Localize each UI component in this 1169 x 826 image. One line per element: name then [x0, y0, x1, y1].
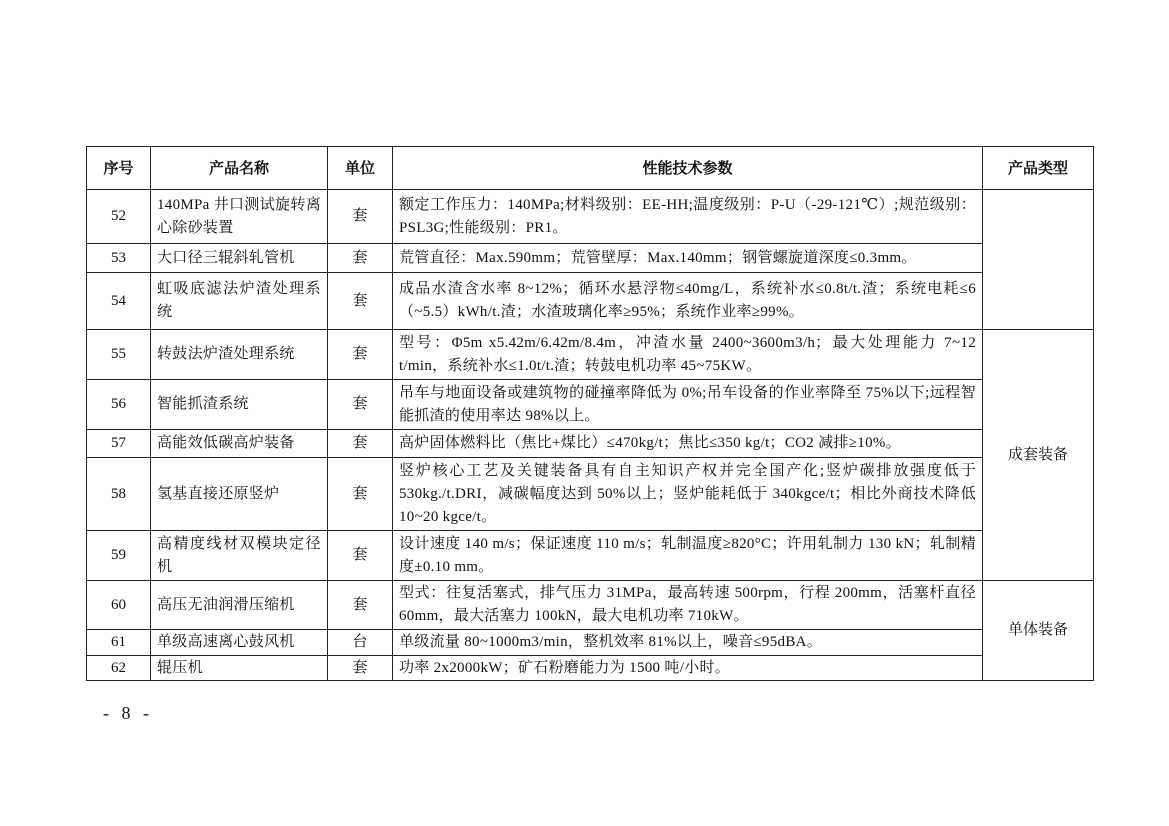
unit: 套: [328, 330, 393, 380]
product-type: 单体装备: [983, 581, 1094, 681]
table-row: [87, 656, 1094, 681]
product-name: 高能效低碳高炉装备: [151, 430, 328, 458]
table-row: [87, 531, 1094, 581]
product-name: 氢基直接还原竖炉: [151, 458, 328, 531]
product-name: 140MPa 井口测试旋转离心除砂装置: [151, 190, 328, 244]
table-row: [87, 380, 1094, 430]
equipment-table: [86, 146, 1094, 681]
product-name: 单级高速离心鼓风机: [151, 630, 328, 656]
performance-params: 单级流量 80~1000m3/min，整机效率 81%以上，噪音≤95dBA。: [393, 630, 983, 656]
product-name: 智能抓渣系统: [151, 380, 328, 430]
performance-params: 竖炉核心工艺及关键装备具有自主知识产权并完全国产化;竖炉碳排放强度低于 530kg./t.DRI，减碳幅度达到 50%以上；竖炉能耗低于 340kgce/t；相比外商技术降低 10~20 kgce/t。: [393, 458, 983, 531]
table-row: [87, 630, 1094, 656]
table-row: [87, 190, 1094, 244]
performance-params: 型号：Φ5m x5.42m/6.42m/8.4m，冲渣水量 2400~3600m3/h；最大处理能力 7~12 t/min，系统补水≤1.0t/t.渣；转鼓电机功率 45~75KW。: [393, 330, 983, 380]
table-header-row: [87, 147, 1094, 190]
product-name: 高精度线材双模块定径机: [151, 531, 328, 581]
unit: 套: [328, 531, 393, 581]
unit: 套: [328, 380, 393, 430]
header-type: 产品类型: [983, 147, 1094, 190]
row-number: 55: [87, 330, 151, 380]
row-number: 54: [87, 273, 151, 330]
header-unit: 单位: [328, 147, 393, 190]
unit: 套: [328, 273, 393, 330]
table-row: [87, 458, 1094, 531]
unit: 套: [328, 244, 393, 273]
header-no: 序号: [87, 147, 151, 190]
unit: 套: [328, 430, 393, 458]
table-row: [87, 273, 1094, 330]
row-number: 59: [87, 531, 151, 581]
row-number: 61: [87, 630, 151, 656]
performance-params: 高炉固体燃料比（焦比+煤比）≤470kg/t；焦比≤350 kg/t；CO2 减排≥10%。: [393, 430, 983, 458]
product-name: 虹吸底滤法炉渣处理系统: [151, 273, 328, 330]
product-type: [983, 190, 1094, 330]
performance-params: 吊车与地面设备或建筑物的碰撞率降低为 0%;吊车设备的作业率降至 75%以下;远程智能抓渣的使用率达 98%以上。: [393, 380, 983, 430]
row-number: 62: [87, 656, 151, 681]
page-number: - 8 -: [103, 703, 153, 723]
table-row: [87, 244, 1094, 273]
product-name: 辊压机: [151, 656, 328, 681]
table-row: [87, 330, 1094, 380]
header-name: 产品名称: [151, 147, 328, 190]
row-number: 52: [87, 190, 151, 244]
performance-params: 功率 2x2000kW；矿石粉磨能力为 1500 吨/小时。: [393, 656, 983, 681]
unit: 套: [328, 458, 393, 531]
product-name: 转鼓法炉渣处理系统: [151, 330, 328, 380]
performance-params: 设计速度 140 m/s；保证速度 110 m/s；轧制温度≥820°C；许用轧制力 130 kN；轧制精度±0.10 mm。: [393, 531, 983, 581]
performance-params: 成品水渣含水率 8~12%；循环水悬浮物≤40mg/L，系统补水≤0.8t/t.渣；系统电耗≤6（~5.5）kWh/t.渣；水渣玻璃化率≥95%；系统作业率≥99%。: [393, 273, 983, 330]
unit: 套: [328, 581, 393, 630]
row-number: 57: [87, 430, 151, 458]
row-number: 56: [87, 380, 151, 430]
product-name: 大口径三辊斜轧管机: [151, 244, 328, 273]
table-row: [87, 430, 1094, 458]
unit: 台: [328, 630, 393, 656]
row-number: 58: [87, 458, 151, 531]
performance-params: 荒管直径：Max.590mm；荒管壁厚：Max.140mm；钢管螺旋道深度≤0.3mm。: [393, 244, 983, 273]
performance-params: 额定工作压力：140MPa;材料级别：EE-HH;温度级别：P-U（-29-121℃）;规范级别：PSL3G;性能级别：PR1。: [393, 190, 983, 244]
product-name: 高压无油润滑压缩机: [151, 581, 328, 630]
unit: 套: [328, 190, 393, 244]
performance-params: 型式：往复活塞式，排气压力 31MPa，最高转速 500rpm，行程 200mm，活塞杆直径 60mm，最大活塞力 100kN，最大电机功率 710kW。: [393, 581, 983, 630]
row-number: 53: [87, 244, 151, 273]
header-params: 性能技术参数: [393, 147, 983, 190]
table-row: [87, 581, 1094, 630]
product-type: 成套装备: [983, 330, 1094, 581]
row-number: 60: [87, 581, 151, 630]
unit: 套: [328, 656, 393, 681]
